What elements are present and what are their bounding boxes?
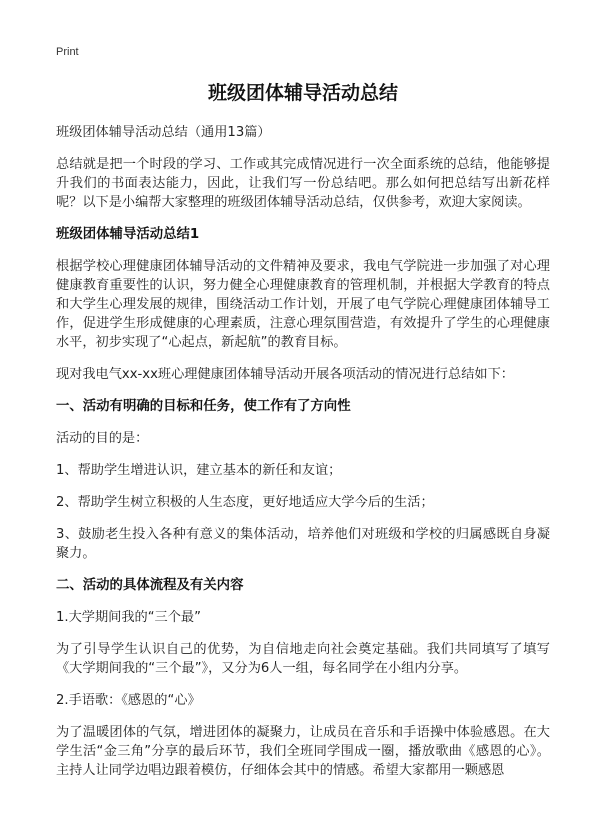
activity-title: 1.大学期间我的“三个最” — [56, 610, 201, 625]
intro-paragraph: 总结就是把一个时段的学习、工作或其完成情况进行一次全面系统的总结，他能够提升我们的书面表达能力，因此，让我们写一份总结吧。那么如何把总结写出新花样呢？以下是小编帮大家整理的班级团体辅导活动总结，仅供参考，欢迎大家阅读。 — [56, 157, 550, 210]
subheading-process: 二、活动的具体流程及有关内容 — [56, 578, 244, 593]
print-link[interactable]: Print — [56, 46, 79, 58]
document-subtitle: 班级团体辅导活动总结（通用13篇） — [56, 125, 271, 140]
body-paragraph: 现对我电气xx-xx班心理健康团体辅导活动开展各项活动的情况进行总结如下： — [56, 367, 514, 382]
activity-text: 为了引导学生认识自己的优势，为自信地走向社会奠定基础。我们共同填写了填写《大学期间我的“三个最”》，又分为6人一组，每名同学在小组内分享。 — [56, 642, 550, 676]
goal-item: 3、鼓励老生投入各种有意义的集体活动，培养他们对班级和学校的归属感既自身凝聚力。 — [56, 527, 550, 561]
document-content — [56, 78, 550, 780]
subheading-goals: 一、活动有明确的目标和任务，使工作有了方向性 — [56, 399, 351, 414]
activity-title: 2.手语歌：《感恩的“心》 — [56, 693, 201, 708]
activity-text: 为了温暖团体的气氛，增进团体的凝聚力，让成员在音乐和手语操中体验感恩。在大学生活“金三角”分享的最后环节，我们全班同学围成一圈，播放歌曲《感恩的心》。主持人让同学边唱边跟着模仿，仔细体会其中的情感。希望大家都用一颗感恩 — [56, 725, 550, 778]
section-heading-1: 班级团体辅导活动总结1 — [56, 227, 200, 242]
body-paragraph: 根据学校心理健康团体辅导活动的文件精神及要求，我电气学院进一步加强了对心理健康教育重要性的认识，努力健全心理健康教育的管理机制，并根据大学教育的特点和大学生心理发展的规律，围绕活动工作计划，开展了电气学院心理健康团体辅导工作，促进学生形成健康的心理素质，注意心理氛围营造，有效提升了学生的心理健康水平，初步实现了“心起点，新起航”的教育目标。 — [56, 259, 550, 350]
goal-intro: 活动的目的是： — [56, 431, 149, 446]
goal-item: 1、帮助学生增进认识，建立基本的新任和友谊； — [56, 463, 342, 478]
document-title: 班级团体辅导活动总结 — [207, 82, 398, 104]
goal-item: 2、帮助学生树立积极的人生态度，更好地适应大学今后的生活； — [56, 495, 434, 510]
